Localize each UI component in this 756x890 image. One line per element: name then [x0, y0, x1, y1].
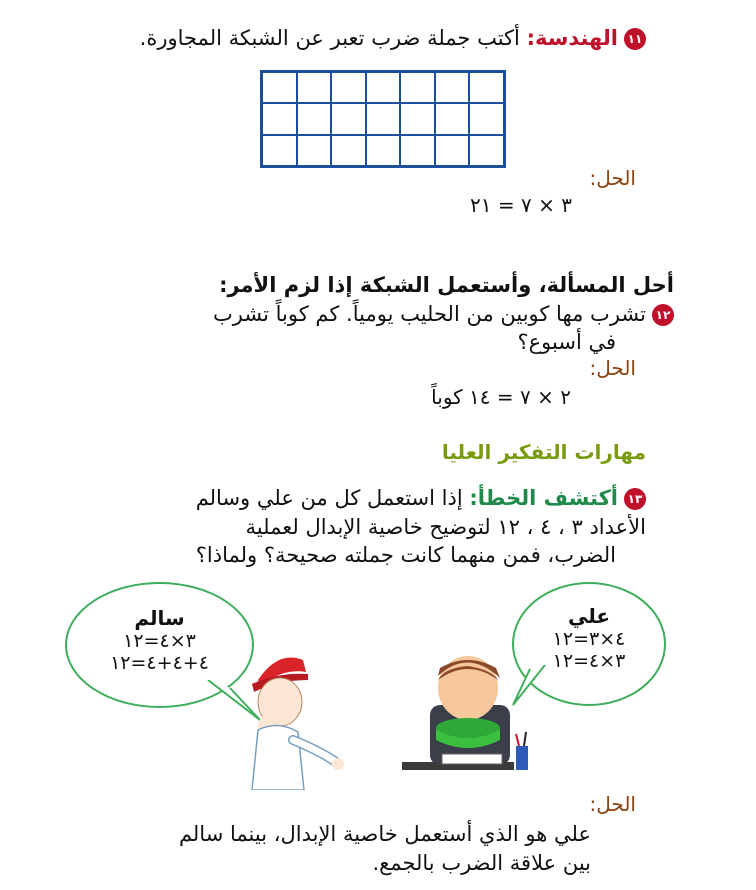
q11-solution-label: الحل: [589, 166, 636, 190]
grid-cell [366, 103, 401, 134]
q13-solution-label: الحل: [589, 792, 636, 816]
grid-cell [297, 135, 332, 166]
q12-number-badge: ١٢ [652, 304, 674, 326]
q12-text-line2: في أسبوع؟ [517, 330, 616, 354]
grid-cell [469, 72, 504, 103]
q11-answer [470, 193, 572, 217]
salem-equation-2: ٤+٤+٤=١٢ [110, 652, 209, 674]
grid-cell [331, 72, 366, 103]
grid-cell [400, 72, 435, 103]
q11-number-badge: ١١ [624, 28, 646, 50]
ali-equation-1: ٤×٣=١٢ [552, 628, 626, 650]
salem-name: سالم [134, 606, 185, 630]
q13-text-line2: الأعداد ٣ ، ٤ ، ١٢ لتوضيح خاصية الإبدال لعملية [245, 515, 646, 539]
q11-title: الهندسة: [526, 26, 618, 50]
grid-cell [331, 135, 366, 166]
q13-text-line3: الضرب، فمن منهما كانت جملته صحيحة؟ ولماذا؟ [195, 543, 616, 567]
grid-cell [400, 135, 435, 166]
q13-title: أكتشف الخطأ: [469, 486, 618, 510]
q12-answer: ٢ × ٧ = ١٤ كوباً [431, 385, 571, 409]
q12-text-line1: تشرب مها كوبين من الحليب يومياً. كم كوباً تشرب [213, 302, 646, 326]
q13-solution-line1: علي هو الذي أستعمل خاصية الإبدال، بينما سالم [178, 822, 591, 846]
grid-cell [366, 72, 401, 103]
q11-line [86, 26, 646, 50]
grid-cell [297, 103, 332, 134]
salem-illustration [238, 650, 358, 790]
grid-cell [297, 72, 332, 103]
q11-text: أكتب جملة ضرب تعبر عن الشبكة المجاورة. [139, 26, 520, 50]
grid-cell [435, 135, 470, 166]
grid-cell [435, 103, 470, 134]
ali-name: علي [567, 604, 611, 628]
q13-solution-line2: بين علاقة الضرب بالجمع. [372, 851, 591, 875]
grid-cell [435, 72, 470, 103]
q13-line1 [46, 486, 646, 510]
grid-cell [262, 103, 297, 134]
ali-illustration [396, 650, 541, 785]
grid-cell [469, 135, 504, 166]
q12-line1 [54, 302, 674, 326]
ali-equation-2: ٣×٤=١٢ [552, 650, 626, 672]
grid-cell [262, 72, 297, 103]
q12-solution-label: الحل: [589, 356, 636, 380]
higher-thinking-title: مهارات التفكير العليا [441, 440, 646, 464]
grid-cell [469, 103, 504, 134]
q13-number-badge: ١٣ [624, 488, 646, 510]
grid-cell [400, 103, 435, 134]
multiplication-grid [260, 70, 506, 168]
grid-cell [331, 103, 366, 134]
q13-text-line1: إذا استعمل كل من علي وسالم [195, 486, 463, 510]
grid-cell [262, 135, 297, 166]
q11-answer-text: ٣ × ٧ = ٢١ [470, 193, 572, 217]
grid-cell [366, 135, 401, 166]
salem-equation-1: ٣×٤=١٢ [123, 630, 196, 652]
instruction-heading: أحل المسألة، وأستعمل الشبكة إذا لزم الأمر: [219, 273, 674, 297]
